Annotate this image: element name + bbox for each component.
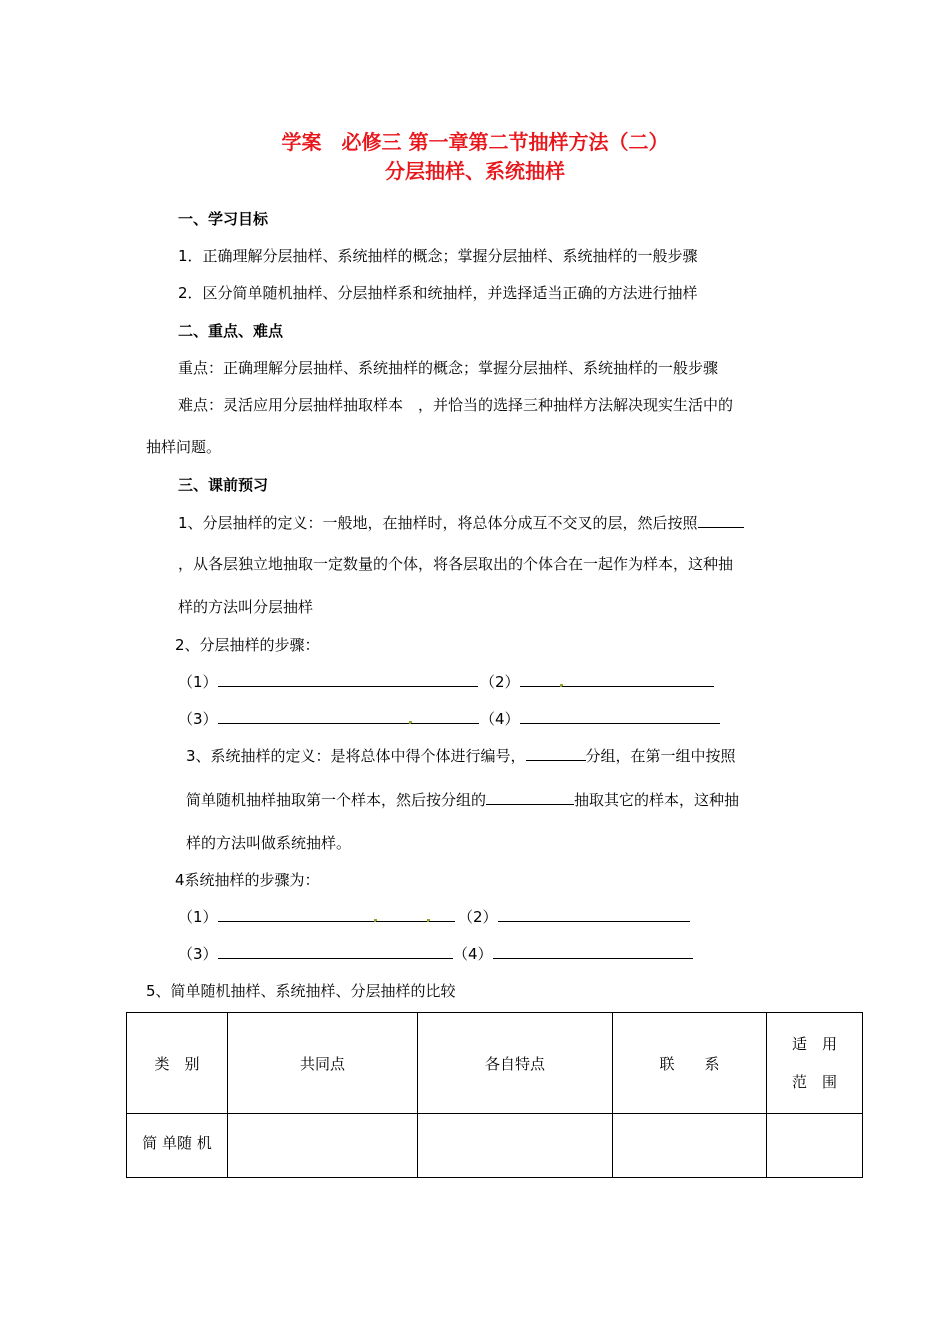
q2-step-3-label: （3） xyxy=(178,710,218,728)
table-row xyxy=(127,1114,863,1178)
difficulty-line-1: 难点：灵活应用分层抽样抽取样本 ，并恰当的选择三种抽样方法解决现实生活中的 xyxy=(178,396,734,414)
q2-step-4-blank[interactable] xyxy=(520,709,720,724)
table-header-row xyxy=(127,1013,863,1114)
header-scope xyxy=(767,1013,863,1114)
q1-line-3: 样的方法叫分层抽样 xyxy=(178,598,314,616)
q4-step-4 xyxy=(453,943,693,964)
q2-step-4-label: （4） xyxy=(480,710,520,728)
q1-text-1: 1、分层抽样的定义：一般地，在抽样时，将总体分成互不交叉的层，然后按照 xyxy=(178,514,698,532)
q2-step-4 xyxy=(480,708,720,729)
q2-step-3-blank-b[interactable] xyxy=(411,709,479,724)
header-scope-line-2: 范 围 xyxy=(791,1073,837,1091)
q4-step-1-blank-a[interactable] xyxy=(218,907,375,922)
q2-step-2 xyxy=(480,671,714,692)
q4-step-1 xyxy=(178,906,455,927)
q2-step-2-label: （2） xyxy=(480,673,520,691)
q4-step-2-label: （2） xyxy=(458,908,498,926)
key-point: 重点：正确理解分层抽样、系统抽样的概念；掌握分层抽样、系统抽样的一般步骤 xyxy=(178,359,719,377)
q2-step-3-blank-a[interactable] xyxy=(218,709,410,724)
q4-step-4-blank[interactable] xyxy=(493,944,693,959)
comparison-table xyxy=(126,1012,863,1178)
q2-heading: 2、分层抽样的步骤： xyxy=(175,636,320,654)
q4-step-3-blank[interactable] xyxy=(218,944,453,959)
q3-blank-2[interactable] xyxy=(486,790,574,805)
header-common: 共同点 xyxy=(228,1013,418,1114)
q3-line-1 xyxy=(186,745,736,766)
q4-step-1-blank-c[interactable] xyxy=(429,907,455,922)
header-scope-line-1: 适 用 xyxy=(791,1035,837,1053)
q2-step-2-blank-a[interactable] xyxy=(520,672,561,687)
q2-step-2-blank-b[interactable] xyxy=(562,672,714,687)
q3-text-2a: 简单随机抽样抽取第一个样本，然后按分组的 xyxy=(186,791,487,809)
table-cell[interactable] xyxy=(613,1114,767,1178)
q3-line-3: 样的方法叫做系统抽样。 xyxy=(186,834,352,852)
q3-text-2b: 抽取其它的样本，这种抽 xyxy=(574,791,740,809)
table-cell[interactable] xyxy=(418,1114,613,1178)
header-features: 各自特点 xyxy=(418,1013,613,1114)
q3-text-1b: 分组，在第一组中按照 xyxy=(585,747,736,765)
q2-step-1-label: （1） xyxy=(178,673,218,691)
q3-text-1a: 3、系统抽样的定义：是将总体中得个体进行编号， xyxy=(186,747,526,765)
title-line-2: 分层抽样、系统抽样 xyxy=(385,159,565,183)
q4-step-3 xyxy=(178,943,453,964)
difficulty-line-2: 抽样问题。 xyxy=(146,438,222,456)
section-3-heading: 三、课前预习 xyxy=(178,476,269,494)
objective-item-2: 2．区分简单随机抽样、分层抽样系和统抽样，并选择适当正确的方法进行抽样 xyxy=(178,284,698,302)
title-line-1: 学案 必修三 第一章第二节抽样方法（二） xyxy=(281,130,669,154)
objective-item-1: 1．正确理解分层抽样、系统抽样的概念；掌握分层抽样、系统抽样的一般步骤 xyxy=(178,247,698,265)
row-label-simple-random: 简 单随 机 xyxy=(127,1114,228,1178)
q2-step-1-blank[interactable] xyxy=(218,672,478,687)
q3-line-2 xyxy=(186,789,739,810)
q4-step-2 xyxy=(458,906,690,927)
q1-line-1 xyxy=(178,512,744,533)
section-2-heading: 二、重点、难点 xyxy=(178,322,284,340)
q4-step-2-blank[interactable] xyxy=(498,907,690,922)
section-1-heading: 一、学习目标 xyxy=(178,210,269,228)
q3-blank-1[interactable] xyxy=(526,746,586,761)
q5-heading: 5、简单随机抽样、系统抽样、分层抽样的比较 xyxy=(146,982,456,1000)
q4-step-1-label: （1） xyxy=(178,908,218,926)
header-category: 类 别 xyxy=(127,1013,228,1114)
header-relation: 联 系 xyxy=(613,1013,767,1114)
table-cell[interactable] xyxy=(228,1114,418,1178)
q2-step-3 xyxy=(178,708,479,729)
q4-step-4-label: （4） xyxy=(453,945,493,963)
q1-line-2: ，从各层独立地抽取一定数量的个体，将各层取出的个体合在一起作为样本，这种抽 xyxy=(178,555,734,573)
q4-heading: 4系统抽样的步骤为： xyxy=(175,871,320,889)
q2-step-1 xyxy=(178,671,478,692)
q4-step-3-label: （3） xyxy=(178,945,218,963)
q4-step-1-blank-b[interactable] xyxy=(376,907,428,922)
table-cell[interactable] xyxy=(767,1114,863,1178)
q1-blank[interactable] xyxy=(698,513,744,528)
